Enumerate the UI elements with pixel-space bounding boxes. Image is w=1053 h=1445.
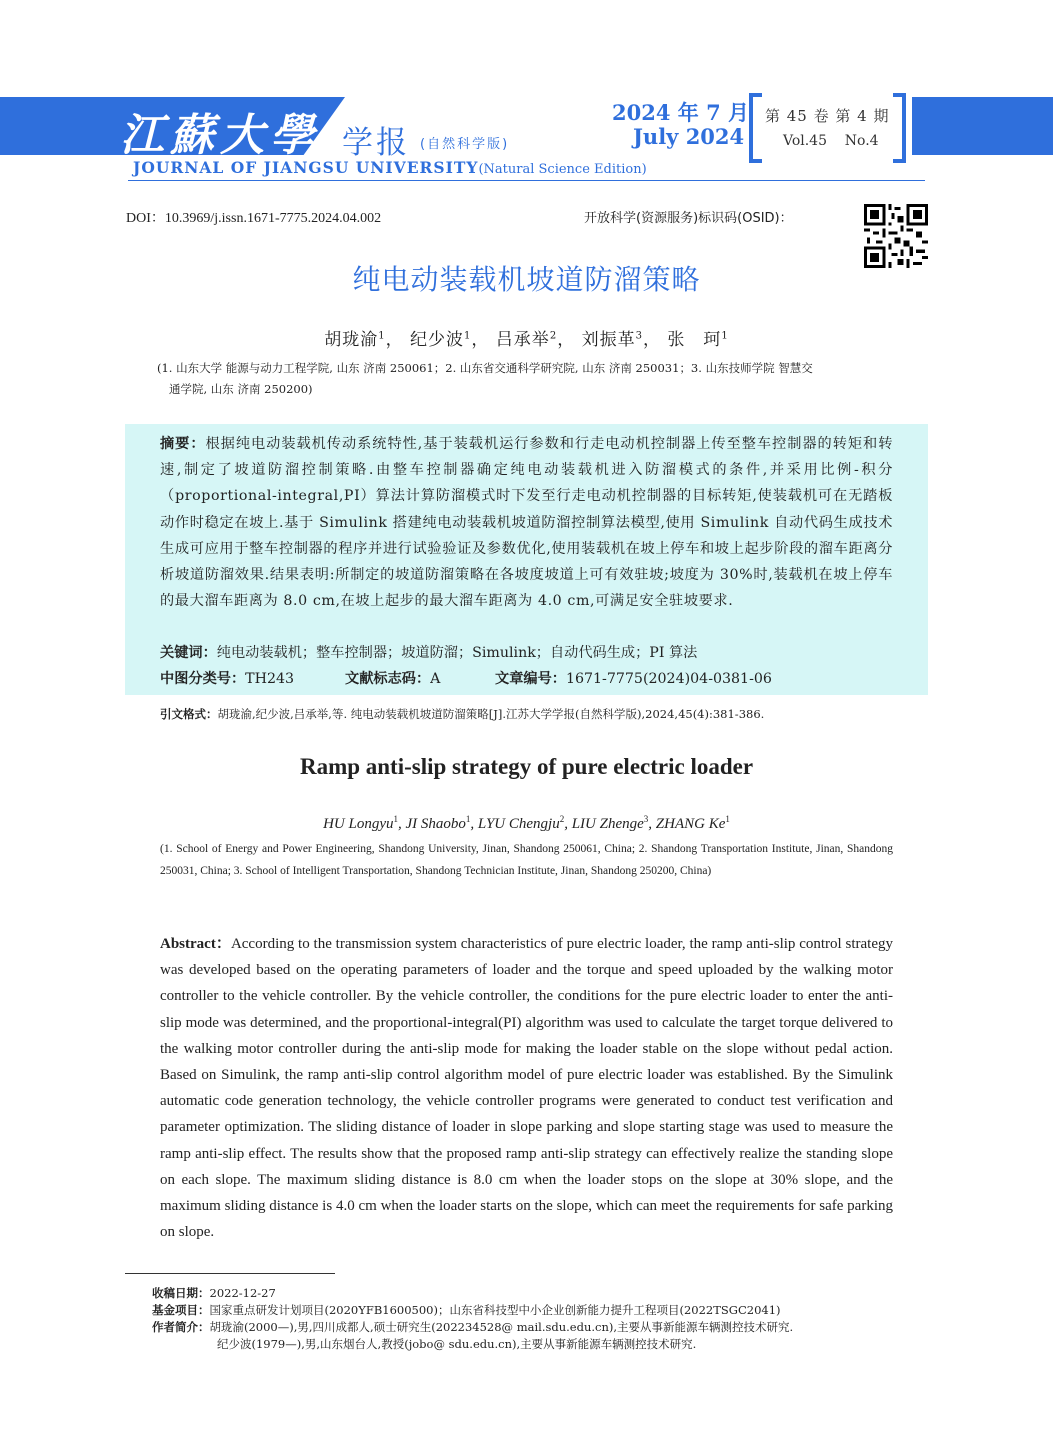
received-value: 2022-12-27	[209, 1286, 276, 1300]
article-title-cn: 纯电动装载机坡道防溜策略	[352, 263, 701, 296]
article-no-label: 文章编号：	[495, 671, 566, 687]
author-bio-2: 纪少波(1979—),男,山东烟台人,教授(jobo@ sdu.edu.cn),主要从事新能源车辆测控技术研究.	[217, 1337, 697, 1351]
citation-text: 胡珑渝,纪少波,吕承举,等. 纯电动装载机坡道防溜策略[J].江苏大学学报(自然科学版),2024,45(4):381-386.	[217, 707, 765, 721]
masthead-rule	[128, 180, 925, 181]
author-cn: 吕承举	[495, 330, 550, 350]
osid-label: 开放科学(资源服务)标识码(OSID)：	[584, 211, 793, 226]
volume-en: Vol.45 No.4	[783, 133, 879, 149]
affiliation-cn-line: 通学院, 山东 济南 250200)	[169, 382, 313, 396]
received-label: 收稿日期：	[152, 1286, 210, 1300]
citation-label: 引文格式：	[160, 707, 218, 721]
journal-name-en	[133, 158, 647, 177]
keywords-text: 纯电动装载机；整车控制器；坡道防溜；Simulink；自动代码生成；PI 算法	[216, 645, 698, 661]
footnotes	[152, 1285, 912, 1353]
journal-edition-cn: (自然科学版)	[420, 137, 510, 152]
classification-line	[160, 668, 893, 688]
article-title-en: Ramp anti-slip strategy of pure electric loader	[299, 754, 754, 779]
journal-edition-en: (Natural Science Edition)	[478, 162, 647, 177]
clc-label: 中图分类号：	[160, 671, 246, 687]
abstract-cn-text: 根据纯电动装载机传动系统特性,基于装载机运行参数和行走电动机控制器上传至整车控制器的转矩和转速,制定了坡道防溜控制策略.由整车控制器确定纯电动装载机进入防溜模式的条件,并采用比例-积分（proportional-integral,PI）算法计算防溜模式时下发至行走电动机控制器的目标转矩,使装载机可在无踏板动作时稳定在坡上.基于 Simulink 搭建纯电动装载机坡道防溜控制算法模型,使用 Simulink 自动代码生成技术生成可应用于整车控制器的程序并进行试验验证及参数优化,使用装载机在坡上停车和坡上起步阶段的溜车距离分析坡道防溜效果.结果表明:所制定的坡道防溜策略在各坡度坡道上可有效驻坡;坡度为 30%时,装载机在坡上停车的最大溜车距离为 8.0 cm,在坡上起步的最大溜车距离为 4.0 cm,可满足安全驻坡要求.	[160, 436, 893, 610]
abstract-en-label: Abstract：	[160, 936, 231, 952]
clc-value: TH243	[245, 671, 295, 687]
author-bio	[152, 1319, 912, 1336]
abstract-cn-label: 摘要：	[160, 436, 206, 452]
author-en: LYU Chengju	[477, 816, 560, 832]
bio-label: 作者简介：	[152, 1320, 210, 1334]
authors-en: HU Longyu$^1$, JI Shaobo$^1$, LYU Chengju$^2$, LIU Zhenge$^3$, ZHANG Ke$^1$	[323, 814, 730, 832]
bio-1: 胡珑渝(2000—),男,四川成都人,硕士研究生(202234528@ mail.sdu.edu.cn),主要从事新能源车辆测控技术研究.	[209, 1320, 794, 1334]
author-aff: 1	[725, 814, 730, 824]
author-en: ZHANG Ke	[655, 816, 726, 832]
footnote-rule	[125, 1273, 335, 1274]
volume-bracket-right	[893, 93, 906, 163]
author-en: JI Shaobo	[405, 816, 466, 832]
author-aff: 3	[643, 814, 649, 824]
keywords-label: 关键词：	[160, 645, 217, 661]
abstract-en	[160, 931, 893, 1245]
issue-date-en: July 2024	[633, 124, 745, 149]
author-en: HU Longyu	[323, 816, 394, 832]
author-aff: 2	[549, 330, 558, 342]
fund-label: 基金项目：	[152, 1303, 210, 1317]
affiliation-en: (1. School of Energy and Power Engineering, Shandong University, Jinan, Shandong 250061, China; 2. Shandong Transportation Institute, Jinan, Shandong 250031, China; 3. School of Intelligent Transportation, Shandong Technician Institute, Jinan, Shandong 250200, China)	[160, 843, 893, 877]
fund-value: 国家重点研发计划项目(2020YFB1600500)；山东省科技型中小企业创新能力提升工程项目(2022TSGC2041)	[209, 1303, 781, 1317]
article-no-value: 1671-7775(2024)04-0381-06	[565, 671, 772, 687]
masthead-band-right	[912, 97, 1053, 155]
abstract-cn	[160, 431, 893, 614]
issue-date-cn: 2024 年 7 月	[612, 100, 749, 125]
received-date	[152, 1285, 912, 1302]
author-aff: 1	[465, 814, 471, 824]
doc-code-value: A	[430, 671, 441, 687]
author-en: LIU Zhenge	[571, 816, 644, 832]
abstract-en-text: According to the transmission system characteristics of pure electric loader, the ramp anti-slip control strategy was developed based on the operating parameters of loader and the torque and speed uploaded by the walking motor controller to the vehicle controller. By the vehicle controller, the conditions for the pure electric loader to enter the anti-slip mode was determined, and the proportional-integral(PI) algorithm was used to calculate the target torque delivered to the walking motor controller during the anti-slip mode for making the loader stable on the slope without pedal action. Based on Simulink, the ramp anti-slip control algorithm model of pure electric loader was established. By the Simulink automatic code generation technology, the vehicle controller programs were generated to conduct test verification and parameter optimization. The sliding distance of loader in slope parking and slope starting stage was used to measure the ramp anti-slip effect. The results show that the proposed ramp anti-slip strategy can effectively realize the standing slope on each slope. The maximum sliding distance is 8.0 cm when the loader stops on the slope at 30% slope, and the maximum sliding distance is 4.0 cm when the loader starts on the slope, which can meet the requirements for safe parking on slope.	[160, 936, 893, 1241]
doc-code-label: 文献标志码：	[345, 671, 431, 687]
author-cn: 刘振革	[581, 330, 636, 350]
affiliation-cn-line: (1. 山东大学 能源与动力工程学院, 山东 济南 250061；2. 山东省交通科学研究院, 山东 济南 250031；3. 山东技师学院 智慧交	[157, 361, 813, 375]
author-cn: 张 珂	[667, 330, 722, 350]
journal-name-en-text: JOURNAL OF JIANGSU UNIVERSITY	[133, 158, 479, 177]
authors-cn: 胡珑渝$^1$， 纪少波$^1$， 吕承举$^2$， 刘振革$^3$， 张 珂$^1$	[324, 330, 729, 350]
author-aff: 2	[559, 814, 565, 824]
author-aff: 1	[393, 814, 399, 824]
doi: DOI：10.3969/j.issn.1671-7775.2024.04.002	[126, 211, 382, 226]
author-aff: 1	[721, 330, 729, 342]
volume-bracket-left	[749, 93, 762, 163]
author-aff: 1	[464, 330, 472, 342]
affiliation-cn	[157, 358, 897, 400]
volume-cn: 第 45 卷 第 4 期	[765, 107, 890, 125]
author-cn: 纪少波	[410, 330, 465, 350]
author-cn: 胡珑渝	[324, 330, 379, 350]
author-aff: 1	[378, 330, 386, 342]
funding	[152, 1302, 912, 1319]
journal-xuebao: 学报	[342, 125, 410, 161]
author-aff: 3	[635, 330, 643, 342]
journal-logo: 江蘇大學	[120, 110, 320, 161]
journal-masthead	[0, 97, 1053, 161]
keywords-cn	[160, 642, 697, 662]
citation	[160, 706, 764, 722]
